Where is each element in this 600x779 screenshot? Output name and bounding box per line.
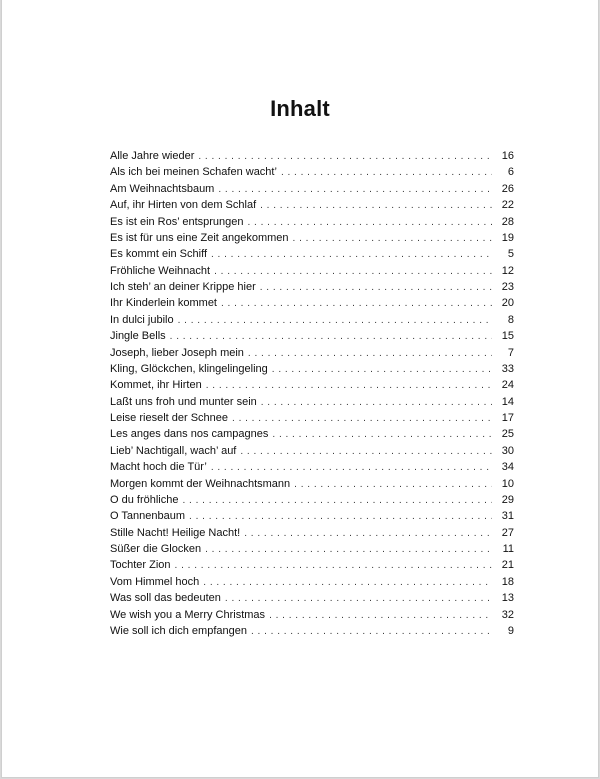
toc-entry-page-number: 7 bbox=[507, 346, 514, 359]
dot-leader bbox=[232, 413, 492, 424]
toc-entry-page-number: 10 bbox=[501, 477, 514, 490]
toc-entry-page-number: 15 bbox=[501, 330, 514, 343]
dot-leader bbox=[211, 249, 492, 260]
dot-leader bbox=[211, 462, 492, 473]
dot-leader bbox=[272, 429, 492, 440]
toc-entry-title: Ich steh’ an deiner Krippe hier bbox=[110, 281, 256, 293]
toc-entry-title: Stille Nacht! Heilige Nacht! bbox=[110, 526, 241, 539]
toc-entry-page-number: 25 bbox=[501, 428, 514, 441]
toc-entry[interactable] bbox=[110, 199, 514, 215]
toc-entry[interactable] bbox=[110, 576, 514, 592]
dot-leader bbox=[178, 315, 492, 326]
dot-leader bbox=[251, 626, 492, 637]
toc-entry[interactable] bbox=[110, 396, 514, 412]
toc-entry-title: Leise rieselt der Schnee bbox=[110, 412, 229, 424]
toc-entry-page-number: 33 bbox=[501, 362, 514, 375]
page-title: Inhalt bbox=[270, 96, 330, 121]
toc-entry-title: Kommet, ihr Hirten bbox=[110, 379, 202, 392]
toc-entry[interactable] bbox=[110, 494, 514, 510]
toc-entry-title: Am Weihnachtsbaum bbox=[110, 182, 215, 195]
dot-leader bbox=[248, 217, 493, 228]
toc-entry[interactable] bbox=[110, 347, 514, 363]
toc-entry-page-number: 34 bbox=[501, 461, 514, 474]
toc-entry-page-number: 17 bbox=[501, 412, 514, 424]
dot-leader bbox=[293, 233, 492, 244]
dot-leader bbox=[203, 577, 492, 588]
dot-leader bbox=[205, 544, 492, 555]
toc-entry[interactable] bbox=[110, 625, 514, 641]
toc-entry-page-number: 13 bbox=[501, 592, 514, 605]
document-page bbox=[2, 0, 598, 777]
dot-leader bbox=[198, 151, 492, 162]
toc-entry[interactable] bbox=[110, 363, 514, 379]
dot-leader bbox=[261, 397, 492, 408]
toc-entry[interactable] bbox=[110, 559, 514, 575]
toc-entry-title: Kling, Glöckchen, klingelingeling bbox=[110, 362, 268, 375]
toc-entry[interactable] bbox=[110, 527, 514, 543]
toc-entry-page-number: 8 bbox=[507, 313, 514, 326]
toc-entry[interactable] bbox=[110, 265, 514, 281]
toc-entry-page-number: 16 bbox=[501, 150, 514, 162]
toc-entry-title: Vom Himmel hoch bbox=[110, 575, 200, 588]
dot-leader bbox=[206, 380, 492, 391]
toc-entry[interactable] bbox=[110, 281, 514, 297]
toc-entry-page-number: 18 bbox=[501, 575, 514, 588]
toc-entry-title: Morgen kommt der Weihnachtsmann bbox=[110, 477, 291, 490]
toc-entry-page-number: 6 bbox=[507, 166, 514, 179]
toc-entry-page-number: 24 bbox=[501, 379, 514, 392]
toc-entry[interactable] bbox=[110, 248, 514, 264]
toc-entry-page-number: 14 bbox=[501, 395, 514, 408]
toc-entry[interactable] bbox=[110, 330, 514, 346]
toc-entry-page-number: 32 bbox=[501, 608, 514, 621]
toc-entry[interactable] bbox=[110, 510, 514, 526]
toc-entry-page-number: 9 bbox=[507, 624, 514, 637]
table-of-contents bbox=[110, 150, 514, 641]
toc-entry-title: Les anges dans nos campagnes bbox=[110, 428, 269, 441]
toc-entry[interactable] bbox=[110, 543, 514, 559]
toc-entry[interactable] bbox=[110, 297, 514, 313]
toc-entry-page-number: 12 bbox=[501, 264, 514, 277]
toc-entry-title: Alle Jahre wieder bbox=[110, 150, 195, 162]
dot-leader bbox=[189, 511, 492, 522]
toc-entry[interactable] bbox=[110, 461, 514, 477]
dot-leader bbox=[240, 446, 492, 457]
toc-entry[interactable] bbox=[110, 379, 514, 395]
toc-entry[interactable] bbox=[110, 232, 514, 248]
toc-entry-title: Süßer die Glocken bbox=[110, 543, 202, 555]
toc-entry[interactable] bbox=[110, 592, 514, 608]
toc-entry-title: O du fröhliche bbox=[110, 493, 179, 506]
toc-entry-title: In dulci jubilo bbox=[110, 313, 174, 326]
toc-entry[interactable] bbox=[110, 183, 514, 199]
toc-entry-title: Als ich bei meinen Schafen wacht’ bbox=[110, 166, 277, 179]
toc-entry[interactable] bbox=[110, 445, 514, 461]
toc-entry[interactable] bbox=[110, 609, 514, 625]
toc-entry-page-number: 23 bbox=[501, 281, 514, 293]
toc-entry-title: Macht hoch die Tür’ bbox=[110, 461, 207, 474]
dot-leader bbox=[175, 560, 492, 571]
toc-entry-title: Tochter Zion bbox=[110, 559, 171, 572]
toc-entry-title: We wish you a Merry Christmas bbox=[110, 608, 266, 621]
toc-entry[interactable] bbox=[110, 216, 514, 232]
toc-entry-title: Es ist ein Ros’ entsprungen bbox=[110, 215, 244, 228]
toc-entry[interactable] bbox=[110, 150, 514, 166]
toc-entry-title: O Tannenbaum bbox=[110, 510, 186, 523]
dot-leader bbox=[221, 298, 492, 309]
toc-entry-page-number: 28 bbox=[501, 215, 514, 228]
toc-entry-page-number: 11 bbox=[502, 543, 514, 555]
dot-leader bbox=[294, 479, 492, 490]
toc-entry-page-number: 22 bbox=[501, 199, 514, 212]
toc-entry-title: Fröhliche Weihnacht bbox=[110, 264, 211, 277]
dot-leader bbox=[170, 331, 492, 342]
dot-leader bbox=[225, 593, 492, 604]
dot-leader bbox=[272, 364, 492, 375]
toc-entry-title: Ihr Kinderlein kommet bbox=[110, 297, 217, 310]
toc-entry[interactable] bbox=[110, 166, 514, 182]
toc-entry-page-number: 29 bbox=[501, 493, 514, 506]
toc-entry-title: Laßt uns froh und munter sein bbox=[110, 395, 257, 408]
toc-entry[interactable] bbox=[110, 478, 514, 494]
toc-entry[interactable] bbox=[110, 412, 514, 428]
toc-entry-page-number: 27 bbox=[501, 526, 514, 539]
toc-entry-title: Was soll das bedeuten bbox=[110, 592, 221, 605]
toc-entry-title: Es kommt ein Schiff bbox=[110, 248, 207, 261]
dot-leader bbox=[214, 266, 492, 277]
toc-entry-page-number: 30 bbox=[501, 444, 514, 457]
toc-entry-page-number: 31 bbox=[501, 510, 514, 523]
toc-entry-title: Lieb’ Nachtigall, wach’ auf bbox=[110, 444, 237, 457]
dot-leader bbox=[182, 495, 492, 506]
dot-leader bbox=[260, 282, 492, 293]
dot-leader bbox=[260, 200, 492, 211]
dot-leader bbox=[218, 184, 492, 195]
toc-entry-page-number: 20 bbox=[501, 297, 514, 310]
dot-leader bbox=[281, 167, 492, 178]
toc-entry-title: Es ist für uns eine Zeit angekommen bbox=[110, 231, 289, 244]
toc-entry-title: Joseph, lieber Joseph mein bbox=[110, 346, 244, 359]
toc-entry[interactable] bbox=[110, 314, 514, 330]
dot-leader bbox=[244, 528, 492, 539]
dot-leader bbox=[269, 610, 492, 621]
toc-entry-page-number: 21 bbox=[501, 559, 514, 572]
toc-entry-title: Jingle Bells bbox=[110, 330, 166, 343]
toc-entry-page-number: 19 bbox=[501, 231, 514, 244]
toc-entry-page-number: 5 bbox=[507, 248, 514, 261]
toc-entry-title: Auf, ihr Hirten von dem Schlaf bbox=[110, 199, 257, 212]
dot-leader bbox=[248, 348, 492, 359]
toc-entry-title: Wie soll ich dich empfangen bbox=[110, 624, 247, 637]
toc-entry[interactable] bbox=[110, 428, 514, 444]
toc-entry-page-number: 26 bbox=[501, 182, 514, 195]
